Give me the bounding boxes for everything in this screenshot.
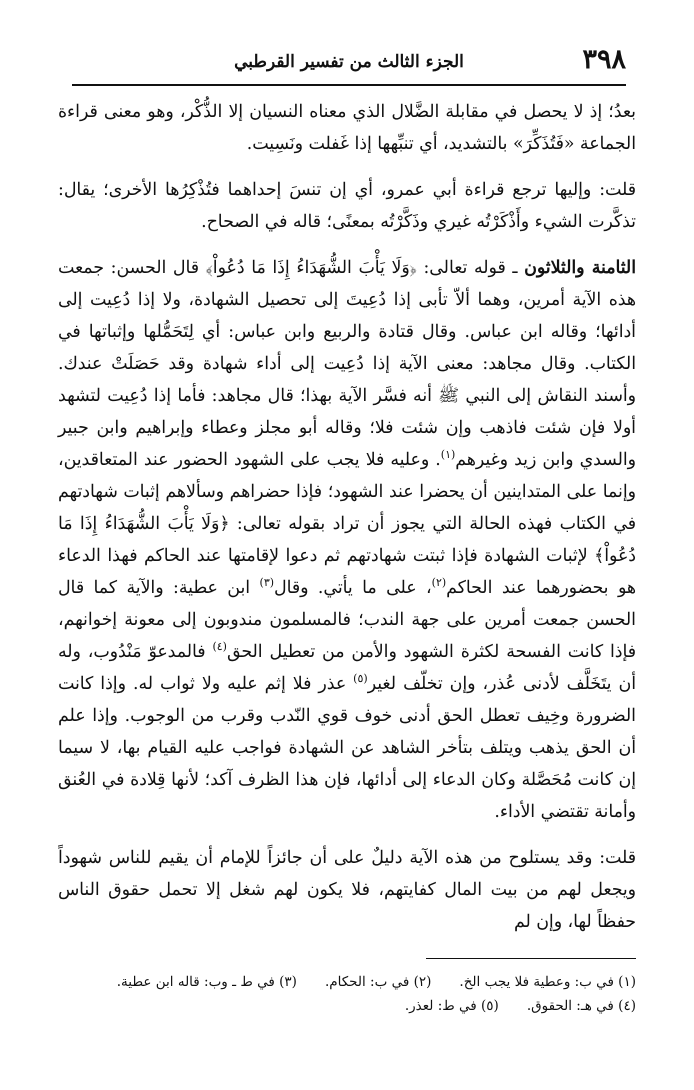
- header-rule: [72, 84, 626, 86]
- paragraph-text: ـ قوله تعالى: ﴿وَلَا يَأْبَ الشُّهَدَاءُ إِذَا مَا دُعُواْ﴾ قال الحسن: جمعت هذه الآية أمرين، وهما ألاّ تأبى إذا دُعِيتَ إلى تحصيل الشهادة، ولا إذا دُعِيت إلى أدائها؛ وقاله ابن عباس. وقال قتادة والربيع وابن عباس: أي لِتَحَمُّلها وإثباتها في الكتاب. وقال مجاهد: معنى الآية إذا دُعِيت إلى أداء شهادة وقد حَصَلَتْ عندك. وأسند النقاش إلى النبي ﷺ أنه فسَّر الآية بهذا؛ قال مجاهد: فأما إذا دُعِيت لتشهد أولا فإن شئت فاذهب وإن شئت فلا؛ وقاله أبو مجلز وعطاء وإبراهيم وابن جبير والسدي وابن زيد وغيرهم: [58, 258, 637, 470]
- paragraph-text: ، على ما يأتي. وقال: [274, 578, 432, 598]
- footnote: (٥) في ط: لعذر.: [404, 998, 499, 1014]
- footnote-line: [58, 994, 636, 1018]
- paragraph-text: ابن عطية: والآية كما قال الحسن جمعت أمرين على جهة الندب؛ فالمسلمون مندوبون إلى معونة إخوانهم، فإذا كانت الفسحة لكثرة الشهود والأمن من تعطيل الحق: [58, 578, 636, 662]
- footnote-ref-4: (٤): [212, 640, 227, 654]
- footnote: (٣) في ط ـ وب: قاله ابن عطية.: [116, 974, 297, 990]
- footnote: (١) في ب: وعطية فلا يجب الخ.: [459, 974, 636, 990]
- paragraph-4: [58, 842, 636, 938]
- paragraph-text: بعدُ؛ إذ لا يحصل في مقابلة الضَّلال الذي معناه النسيان إلا الذُّكْر، وهو معنى قراءة الجماعة «فَتُذَكِّرَ» بالتشديد، أي تنبِّهها إذا غَفلت ونَسِيت.: [58, 102, 636, 154]
- paragraph-1: [58, 96, 636, 160]
- footnote-ref-2: (٢): [431, 576, 447, 590]
- main-text: [58, 96, 636, 938]
- paragraph-text: فالمدعوّ مَنْدُوب، وله أن يتَخَلَّف لأدنى عُذر، وإن تخلّف لغير: [58, 642, 637, 694]
- paragraph-text: عذر فلا إثم عليه ولا ثواب له. وإذا كانت الضرورة وخِيف تعطل الحق أدنى خوف قوي النّدب وقرب من الوجوب. وإذا علم أن الحق يذهب ويتلف بتأخر الشاهد عن الشهادة فواجب عليه القيام بها، لا سيما إن كانت مُحَصَّلة وكان الدعاء إلى أدائها، فإن هذا الظرف آكد؛ لأنها قِلادة في العُنق وأمانة تقتضي الأداء.: [58, 674, 636, 822]
- paragraph-text: قلت: وقد يستلوح من هذه الآية دليلٌ على أن جائزاً للإمام أن يقيم للناس شهوداً ويجعل لهم من بيت المال كفايتهم، فلا يكون لهم شغل إلا تحمل حقوق الناس حفظاً لها، وإن لم: [58, 848, 636, 932]
- footnote-ref-1: (١): [440, 448, 456, 462]
- page-number: ٣٩٨: [582, 44, 626, 75]
- paragraph-2: [58, 174, 636, 238]
- running-title: الجزء الثالث من تفسير القرطبي: [234, 52, 464, 72]
- footnote-ref-3: (٣): [259, 576, 275, 590]
- paragraph-text: . وعليه فلا يجب على الشهود الحضور عند المتعاقدين، وإنما على المتداينين أن يحضرا عند الشهود؛ فإذا حضراهم وسألاهم إثبات شهادتهم في الكتاب فهذه الحالة التي يجوز أن تراد بقوله تعالى: ﴿وَلَا يَأْبَ الشُّهَدَاءُ إِذَا مَا دُعُواْ﴾ لإثبات الشهادة فإذا ثبتت شهادتهم ثم دعوا لإقامتها عند الحاكم فهذا الدعاء هو بحضورهما عند الحاكم: [58, 450, 636, 598]
- footnote: (٢) في ب: الحكام.: [324, 974, 432, 990]
- footnote: (٤) في هـ: الحقوق.: [526, 998, 636, 1014]
- section-heading: الثامنة والثلاثون: [524, 258, 636, 278]
- footnote-rule: [426, 958, 636, 959]
- paragraph-text: قلت: وإليها ترجع قراءة أبي عمرو، أي إن تنسَ إحداهما فتُذْكِرُها الأخرى؛ يقال: تذكَّرت الشيء وأَذْكَرْتُه غيري وذَكَّرْتُه بمعنًى؛ قاله في الصحاح.: [58, 180, 636, 232]
- footnote-ref-5: (٥): [353, 672, 368, 686]
- page-header: [72, 44, 626, 86]
- footnote-line: [58, 970, 636, 994]
- footnotes: [58, 970, 636, 1018]
- paragraph-3: [58, 252, 636, 828]
